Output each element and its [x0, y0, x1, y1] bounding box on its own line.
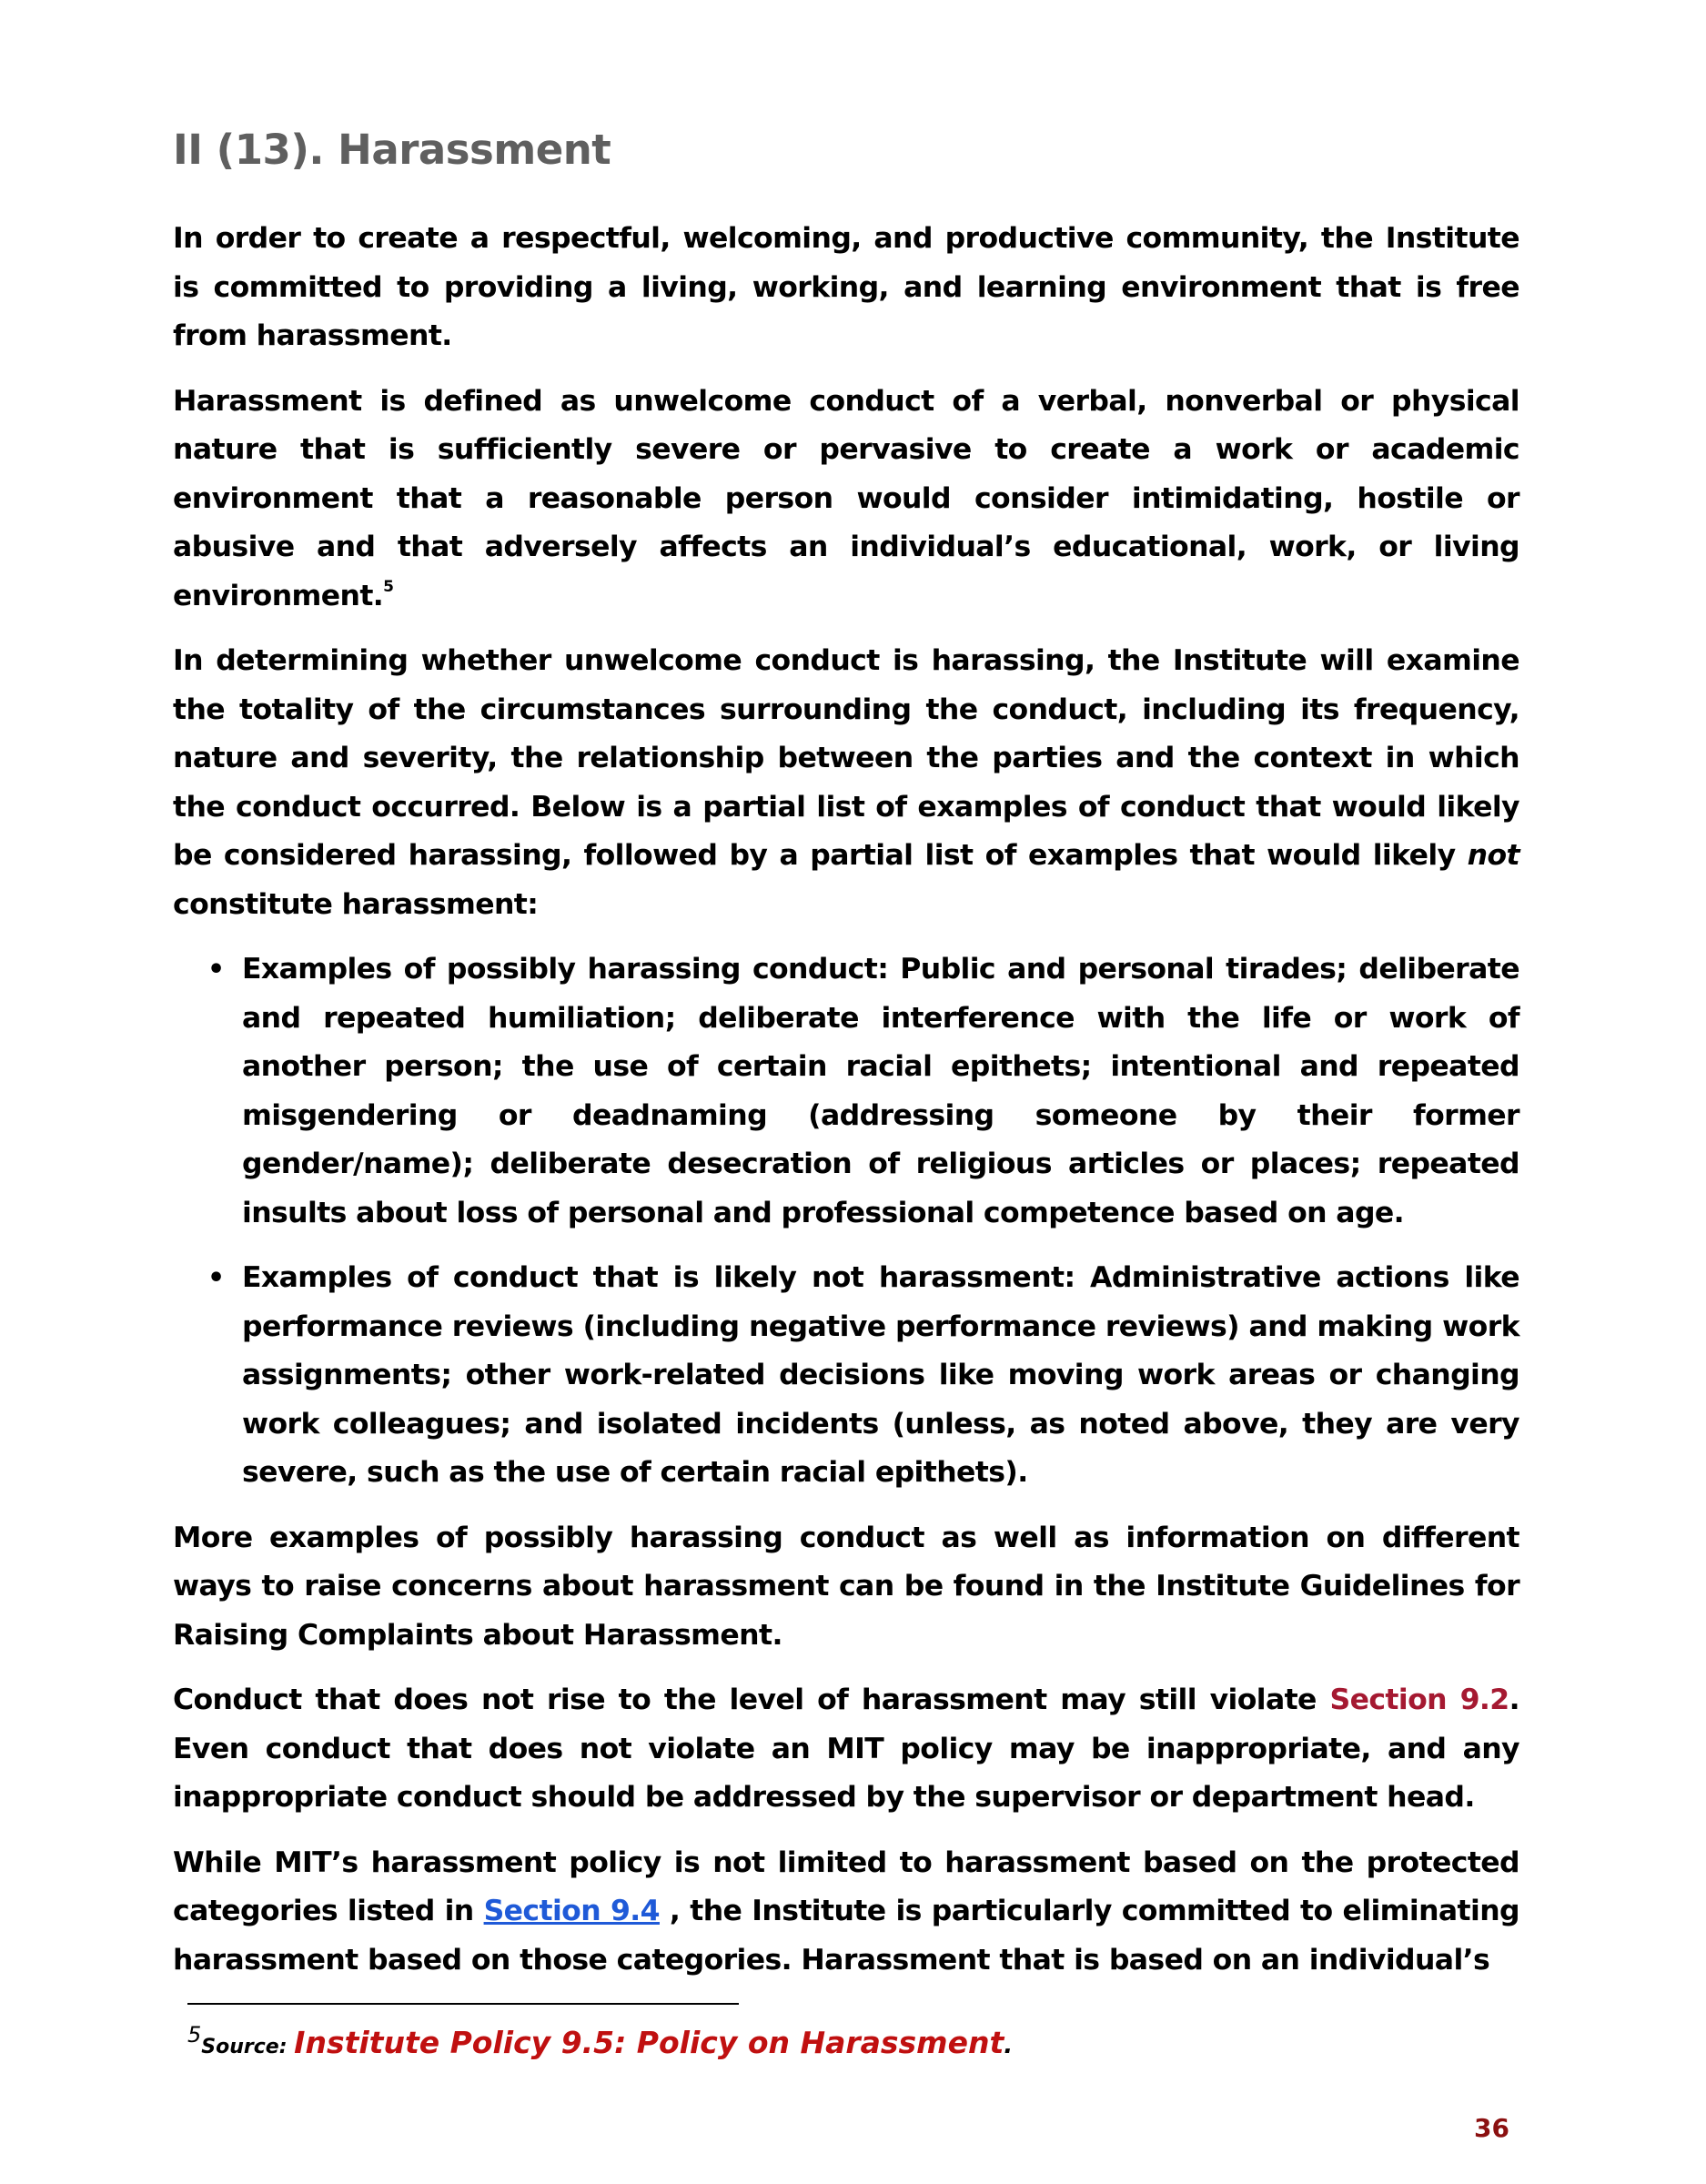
protected-text: While MIT’s harassment policy is not limited to harassment based on the protected categories listed in: [173, 1845, 1519, 1927]
list-item-text: Examples of conduct that is likely not harassment: Administrative actions like performance reviews (including negative performance reviews) and making work assignments; other work-related decisions like moving work areas or changing work colleagues; and isolated incidents (unless, as noted above, they are very severe, such as the use of certain racial epithets).: [242, 1261, 1519, 1489]
footnote-divider: [187, 2003, 739, 2005]
paragraph-determination: [173, 637, 1519, 929]
bullet-icon: •: [207, 1262, 225, 1294]
paragraph-more-examples: More examples of possibly harassing conduct as well as information on different ways to raise concerns about harassment can be found in the Institute Guidelines for Raising Complaints about Harassment.: [173, 1521, 1519, 1652]
paragraph-protected-categories: [173, 1839, 1519, 1986]
body-text: [173, 215, 1519, 2001]
inappropriate-text: Conduct that does not rise to the level of harassment may still violate: [173, 1684, 1330, 1716]
bullet-icon: •: [207, 954, 225, 986]
footnote-number: 5: [187, 2022, 202, 2048]
list-item: [207, 945, 1519, 1238]
footnote-reference[interactable]: 5: [383, 577, 394, 596]
emphasis-not: not: [1467, 839, 1519, 872]
examples-list: [173, 945, 1519, 1498]
paragraph-definition: [173, 378, 1519, 622]
policy-link[interactable]: Institute Policy 9.5: Policy on Harassment: [294, 2025, 1004, 2060]
definition-text: Harassment is defined as unwelcome conduct of a verbal, nonverbal or physical nature that is sufficiently severe or pervasive to create a work or academic environment that a reasonable person would consider intimidating, hostile or abusive and that adversely affects an individual’s educational, work, or living environment.: [173, 384, 1519, 612]
determination-text-end: constitute harassment:: [173, 887, 539, 921]
section-heading: II (13). Harassment: [173, 126, 611, 174]
footnote-end: .: [1004, 2032, 1014, 2059]
footnote-label: Source:: [201, 2036, 295, 2058]
determination-text: In determining whether unwelcome conduct is harassing, the Institute will examine the totality of the circumstances surrounding the conduct, including its frequency, nature and severity, the relationship between the parties and the context in which the conduct occurred. Below is a partial list of examples of conduct that would likely be considered harassing, followed by a partial list of examples that would likely: [173, 644, 1519, 872]
inappropriate-text-end: . Even conduct that does not violate an MIT policy may be inappropriate, and any inappropriate conduct should be addressed by the supervisor or department head.: [173, 1684, 1519, 1814]
protected-text-end: , the Institute is particularly committed to eliminating harassment based on those categories. Harassment that is based on an individual’s: [173, 1895, 1519, 1977]
page-number: 36: [1474, 2113, 1509, 2143]
section-9-4-link[interactable]: Section 9.4: [483, 1895, 660, 1927]
section-9-2-link[interactable]: Section 9.2: [1329, 1684, 1509, 1716]
footnote: [187, 2022, 1013, 2060]
paragraph-commitment: In order to create a respectful, welcoming, and productive community, the Institute is committed to providing a living, working, and learning environment that is free from harassment.: [173, 222, 1519, 352]
list-item: [207, 1254, 1519, 1498]
list-item-text: Examples of possibly harassing conduct: Public and personal tirades; deliberate and repeated humiliation; deliberate interference with the life or work of another person; the use of certain racial epithets; intentional and repeated misgendering or deadnaming (addressing someone by their former gender/name); deliberate desecration of religious articles or places; repeated insults about loss of personal and professional competence based on age.: [242, 953, 1519, 1229]
paragraph-inappropriate-conduct: [173, 1676, 1519, 1823]
